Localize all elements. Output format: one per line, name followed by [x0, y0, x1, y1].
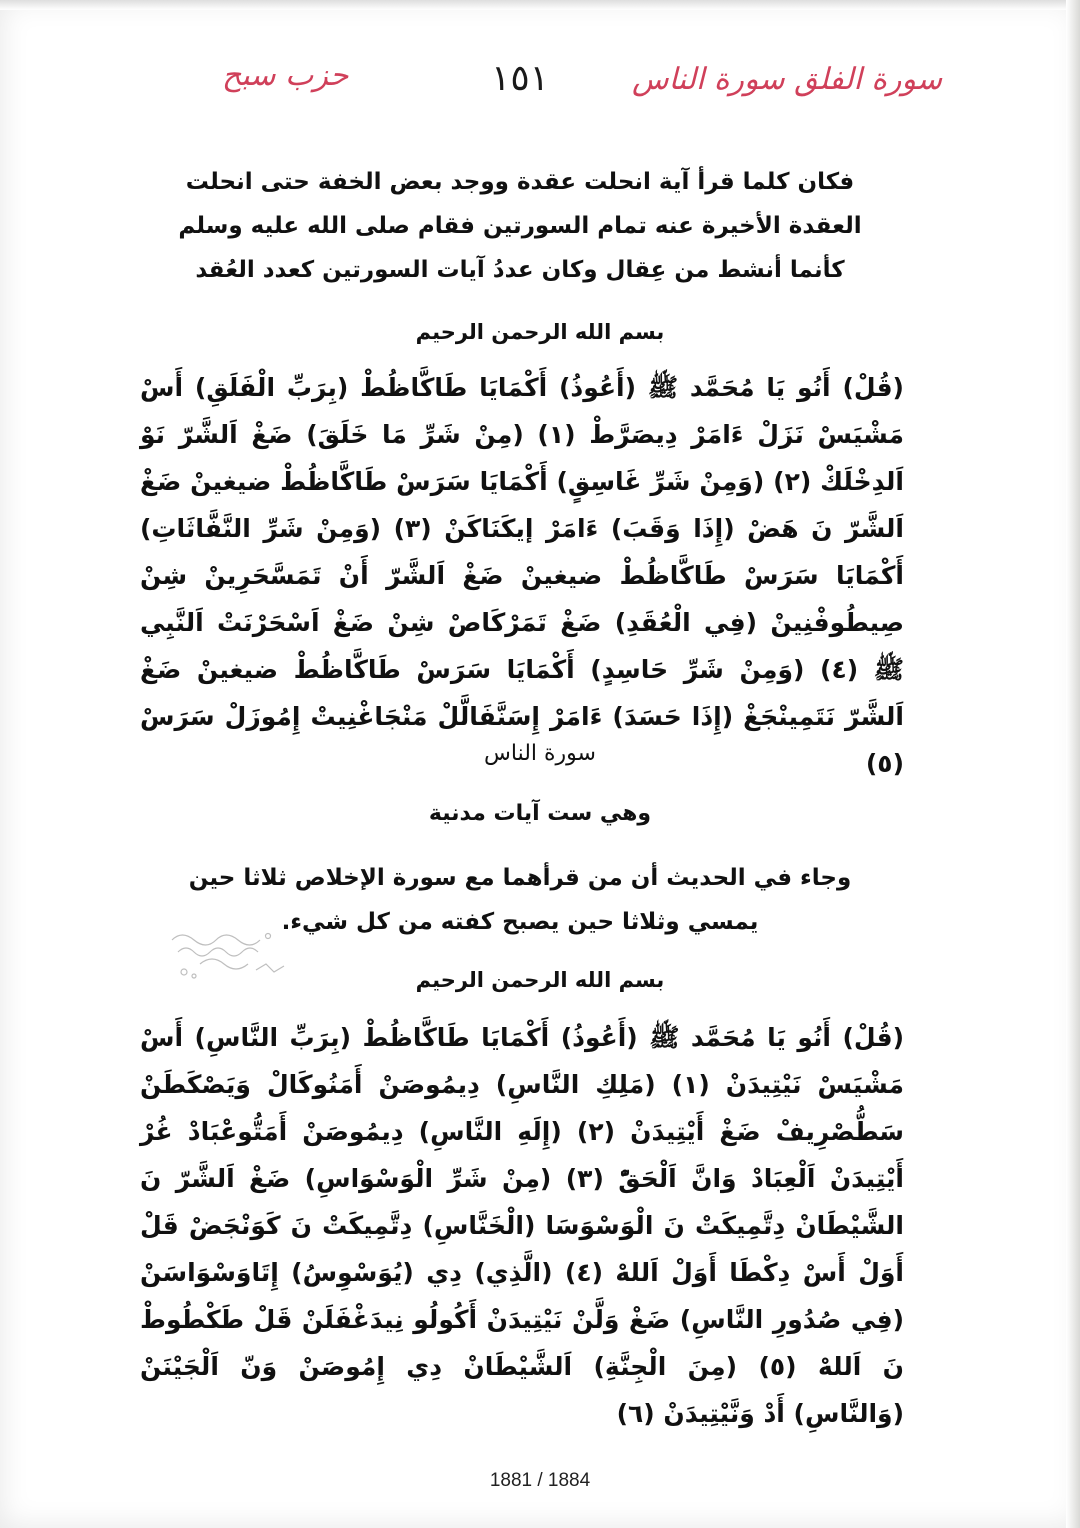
scan-edge-top — [0, 0, 1080, 10]
surah-subtitle-nas: وهي ست آيات مدنية — [428, 801, 652, 826]
page-number: ١٥١ — [490, 58, 549, 99]
page-indicator: 1881 / 1884 — [489, 1470, 591, 1491]
intro-paragraph: فكان كلما قرأ آية انحلت عقدة ووجد بعض الخفة حتى انحلت العقدة الأخيرة عنه تمام السورتين فقام صلى الله عليه وسلم كأنما أنشط من عِقال وكان عددُ آيات السورتين كعدد العُقد — [178, 169, 862, 283]
handwritten-note-left: حزب سبح — [222, 58, 349, 93]
verses-nas: (قُلْ) أَنُو يَا مُحَمَّد ﷺ (أَعُوذُ) أَكْمَايَا طَاكَّاظُطْ (بِرَبِّ النَّاسِ) أَسْ مَشْيَسْ نَيْتِيدَنْ (١) (مَلِكِ النَّاسِ) دِيمُوصَنْ أَمَنُوكَالْ وَيَصْكَطَنْ سَطُّصْرِيفْ ضَغْ أَيْتِيدَنْ (٢) (إِلَهِ النَّاسِ) دِيمُوصَنْ أَمَتُّوعْبَادْ غُرْ أَيْتِيدَنْ اَلْعِبَادْ وَانَّ اَلْحَقّْ (٣) (مِنْ شَرِّ الْوَسْوَاسِ) ضَغْ اَلشَّرّ نَ الشَّيْطَانْ دِتَّمِيكَتْ نَ الْوَسْوَسَا (الْخَنَّاسِ) دِتَّمِيكَتْ نَ كَوَنْجَضْ قَلْ أَوَلْ أَسْ دِكْطَا أَوَلْ اَللهْ (٤) (الَّذِي) دِي (يُوَسْوِسُ) إِتَاوَسْوَاسَنْ (فِي صُدُورِ النَّاسِ) ضَغْ وَلَّنْ نَيْتِيدَنْ أَكُولُو نِيدَغْفَلَنْ قَلْ طَكْطُوطْ نَ اَللهْ (٥) (مِنَ الْجِنَّةِ) اَلشَّيْطَانْ دِي إِمُوصَنْ وَنّ اَلْجَيْنَنْ (وَالنَّاسِ) أَدْ وَنَّيْتِيدَنْ (٦) — [140, 1023, 905, 1428]
surah-title-nas: سورة الناس — [484, 741, 596, 766]
hadith-paragraph: وجاء في الحديث أن من قرأهما مع سورة الإخلاص ثلاثا حين يمسي وثلاثا حين يصبح كفته من كل شيء. — [188, 865, 852, 935]
basmala-nas: بسم الله الرحمن الرحيم — [415, 968, 665, 992]
verses-falaq: (قُلْ) أَنُو يَا مُحَمَّد ﷺ (أَعُوذُ) أَكْمَايَا طَاكَّاظُطْ (بِرَبِّ الْفَلَقِ) أَسْ مَشْيَسْ نَزَلْ ءَامَرْ دِيصَرَّطْ (١) (مِنْ شَرِّ مَا خَلَقَ) ضَغْ اَلشَّرّ نَوْ اَلدِخْلَكْ (٢) (وَمِنْ شَرِّ غَاسِقٍ) أَكْمَايَا سَرَسْ طَاكَّاظُطْ ضيغينْ ضَغْ اَلشَّرّ نَ هَضْ (إِذَا وَقَبَ) ءَامَرْ إيكَنَاكَنْ (٣) (وَمِنْ شَرِّ النَّفَّاثَاتِ) أَكْمَايَا سَرَسْ طَاكَّاظُطْ ضيغينْ ضَغْ اَلشَّرّ أَنْ تَمَسَّحَرِينْ شِنْ صِيطُوفْنِينْ (فِي الْعُقَدِ) ضَغْ تَمَرْكَاصْ شِنْ ضَغْ اَسْحَرْنَتْ اَلنَّبِي ﷺ (٤) (وَمِنْ شَرِّ حَاسِدٍ) أَكْمَايَا سَرَسْ طَاكَّاظُطْ ضيغينْ ضَغْ اَلشَّرّ نَتَمِينْجَغْ (إِذَا حَسَدَ) ءَامَرْ إِسَنَّفَالَّلْ مَنْجَاغْنِيتْ إِمُوزَلْ سَرَسْ (٥) — [140, 373, 905, 778]
basmala-falaq: بسم الله الرحمن الرحيم — [415, 320, 665, 344]
scan-edge-right — [1066, 0, 1080, 1528]
handwritten-note-right: سورة الفلق سورة الناس — [632, 62, 943, 97]
